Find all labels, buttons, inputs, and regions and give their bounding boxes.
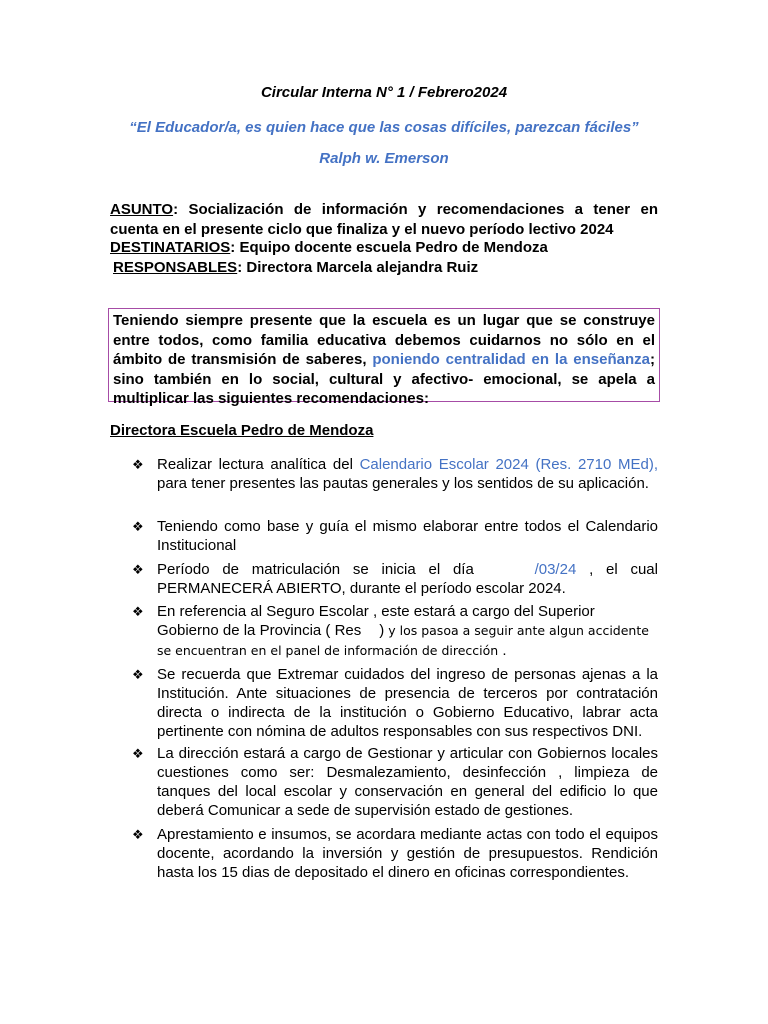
item-text: La dirección estará a cargo de Gestionar y articular con Gobiernos locales cuestiones como ser: Desmalezamiento, desinfección , limpieza de tanques del local escolar y conservación en general del edificio lo que deberá Comunicar a sede de supervisión estado de gestiones. — [157, 745, 658, 819]
intro-text-a: Teniendo siempre presente que la escuela es un lugar que se construye entre todos, como familia educativa debemos cuidarnos no sólo en el ámbito de transmisión de saberes, — [113, 312, 655, 368]
item-text-end: . — [498, 642, 507, 659]
responsables-block — [113, 258, 661, 278]
intro-highlight: poniendo centralidad en la enseñanza — [372, 351, 650, 368]
destinatarios-text: : Equipo docente escuela Pedro de Mendoza — [230, 239, 548, 256]
item-text: Aprestamiento e insumos, se acordara mediante actas con todo el equipos docente, acordando la inversión y gestión de presupuestos. Rendición hasta los 15 dias de depositado el dinero en oficinas correspondientes. — [157, 826, 658, 881]
destinatarios-block — [110, 238, 658, 258]
diamond-bullet-icon: ❖ — [132, 827, 144, 842]
intro-box — [108, 308, 660, 407]
item-text — [157, 560, 658, 598]
asunto-label: ASUNTO — [110, 201, 174, 218]
epigraph-author: Ralph w. Emerson — [319, 150, 449, 167]
item-text: Teniendo como base y guía el mismo elaborar entre todos el Calendario Institucional — [157, 518, 658, 554]
document-title: Circular Interna N° 1 / Febrero2024 — [260, 84, 508, 101]
epigraph-quote: “El Educador/a, es quien hace que las cosas difíciles, parezcan fáciles” — [129, 119, 639, 136]
item-text-pre: Realizar lectura analítica del — [157, 456, 360, 473]
diamond-bullet-icon: ❖ — [132, 457, 144, 472]
asunto-block — [110, 200, 658, 240]
diamond-bullet-icon: ❖ — [132, 562, 144, 577]
destinatarios-label: DESTINATARIOS — [110, 239, 231, 256]
calendario-link[interactable]: Calendario Escolar 2024 (Res. 2710 MEd), — [359, 456, 658, 473]
matriculation-date: /03/24 — [534, 561, 577, 578]
diamond-bullet-icon: ❖ — [132, 667, 144, 682]
item-text-post: para tener presentes las pautas generales y los sentidos de su aplicación. — [157, 475, 649, 492]
item-text: Se recuerda que Extremar cuidados del ingreso de personas ajenas a la Institución. Ante situaciones de presencia de terceros por contratación directa o indirecta de la institución o Gobierno Educativo, labrar acta pertinente con nómina de adultos responsables con sus respectivos DNI. — [157, 666, 658, 740]
asunto-text: : Socialización de información y recomendaciones a tener en cuenta en el presente ciclo que finaliza y el nuevo período lectivo 2024 — [110, 201, 658, 238]
item-text-line2a: Gobierno de la Provincia ( Res — [157, 622, 362, 639]
diamond-bullet-icon: ❖ — [132, 519, 144, 534]
item-text — [157, 602, 658, 661]
diamond-bullet-icon: ❖ — [132, 746, 144, 761]
responsables-text: : Directora Marcela alejandra Ruiz — [237, 259, 479, 276]
diamond-bullet-icon: ❖ — [132, 604, 144, 619]
item-text-post: , el cual PERMANECERÁ ABIERTO, durante el período escolar 2024. — [157, 561, 658, 597]
item-text — [157, 455, 658, 493]
item-text-pre: Período de matriculación se inicia el día — [157, 561, 487, 578]
item-text-line2b: ) — [379, 622, 385, 639]
section-heading: Directora Escuela Pedro de Mendoza — [110, 422, 374, 439]
item-small-text: y los pasoa a seguir ante algun accidente se encuentran en el panel de información de dirección — [157, 623, 649, 658]
responsables-label: RESPONSABLES — [113, 259, 238, 276]
item-text-line1: En referencia al Seguro Escolar , este estará a cargo del Superior — [157, 603, 595, 620]
intro-text-b: ; sino también en lo social, cultural y afectivo- emocional, se apela a multiplicar las siguientes recomendaciones: — [113, 351, 655, 407]
